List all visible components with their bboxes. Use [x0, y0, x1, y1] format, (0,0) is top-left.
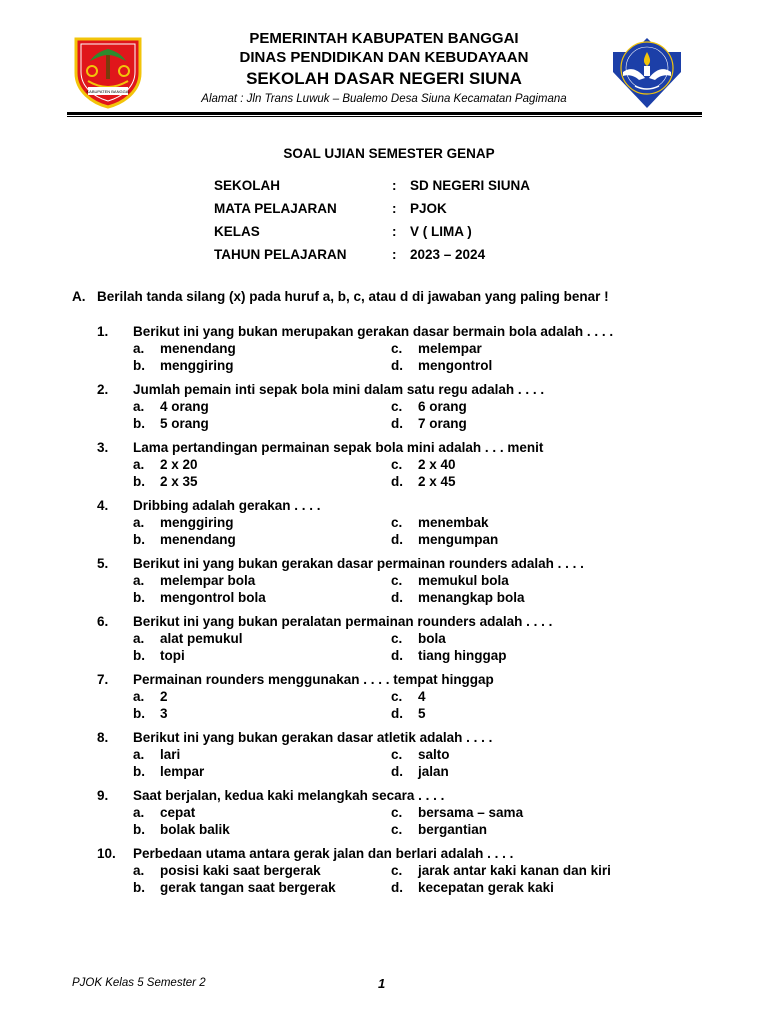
option-letter: d.: [391, 358, 403, 373]
question-text: Berikut ini yang bukan gerakan dasar permainan rounders adalah . . . .: [133, 555, 584, 571]
question-text: Berikut ini yang bukan merupakan gerakan dasar bermain bola adalah . . . .: [133, 323, 614, 339]
question-number: 7.: [97, 671, 109, 687]
option-letter: c.: [391, 822, 403, 837]
option-text: 2 x 40: [418, 457, 456, 472]
option-text: melempar bola: [160, 573, 256, 588]
exam-title: SOAL UJIAN SEMESTER GENAP: [283, 146, 495, 161]
question-text: Berikut ini yang bukan gerakan dasar atletik adalah . . . .: [133, 729, 493, 745]
option-text: mengontrol: [418, 358, 493, 373]
question-item: [97, 496, 717, 548]
option-text: 6 orang: [418, 399, 467, 414]
option-letter: d.: [391, 474, 403, 489]
question-item: [97, 786, 717, 838]
option-text: menggiring: [160, 515, 234, 530]
option-text: lempar: [160, 764, 205, 779]
emblem-ribbon-text: KABUPATEN BANGGAI: [86, 89, 130, 94]
info-label: SEKOLAH: [214, 178, 281, 193]
question-number: 2.: [97, 381, 109, 397]
option-letter: a.: [133, 399, 145, 414]
option-letter: a.: [133, 631, 145, 646]
option-letter: c.: [391, 863, 403, 878]
option-letter: a.: [133, 341, 145, 356]
question-number: 3.: [97, 439, 109, 455]
option-letter: c.: [391, 747, 403, 762]
info-row-subject: [214, 197, 530, 220]
option-letter: b.: [133, 822, 145, 837]
question-text: Perbedaan utama antara gerak jalan dan berlari adalah . . . .: [133, 845, 514, 861]
info-label: TAHUN PELAJARAN: [214, 247, 347, 262]
question-number: 9.: [97, 787, 109, 803]
question-text: Lama pertandingan permainan sepak bola mini adalah . . . menit: [133, 439, 544, 455]
info-colon: :: [392, 247, 397, 262]
option-letter: b.: [133, 416, 145, 431]
info-value: SD NEGERI SIUNA: [410, 178, 531, 193]
option-text: 3: [160, 706, 168, 721]
question-item: [97, 438, 717, 490]
option-text: gerak tangan saat bergerak: [160, 880, 336, 895]
question-text: Jumlah pemain inti sepak bola mini dalam satu regu adalah . . . .: [133, 381, 545, 397]
option-letter: c.: [391, 573, 403, 588]
question-item: [97, 322, 717, 374]
option-letter: b.: [133, 764, 145, 779]
option-letter: d.: [391, 416, 403, 431]
school-name: SEKOLAH DASAR NEGERI SIUNA: [246, 69, 522, 88]
info-colon: :: [392, 178, 397, 193]
info-row-school: [214, 174, 530, 197]
option-text: melempar: [418, 341, 482, 356]
option-text: menembak: [418, 515, 489, 530]
option-letter: d.: [391, 532, 403, 547]
question-number: 4.: [97, 497, 109, 513]
question-text: Permainan rounders menggunakan . . . . tempat hinggap: [133, 671, 494, 687]
option-text: 2 x 20: [160, 457, 198, 472]
option-letter: d.: [391, 590, 403, 605]
question-number: 1.: [97, 323, 109, 339]
option-letter: c.: [391, 399, 403, 414]
question-text: Dribbing adalah gerakan . . . .: [133, 497, 321, 513]
question-item: [97, 728, 717, 780]
option-letter: d.: [391, 706, 403, 721]
option-text: kecepatan gerak kaki: [418, 880, 554, 895]
option-letter: a.: [133, 747, 145, 762]
option-text: topi: [160, 648, 185, 663]
option-text: 5 orang: [160, 416, 209, 431]
option-text: 4: [418, 689, 426, 704]
footer-subject-label: PJOK Kelas 5 Semester 2: [72, 977, 206, 989]
info-label: KELAS: [214, 224, 260, 239]
tut-wuri-handayani-logo: [609, 36, 685, 110]
option-text: salto: [418, 747, 450, 762]
option-letter: d.: [391, 880, 403, 895]
question-item: [97, 670, 717, 722]
option-text: bolak balik: [160, 822, 230, 837]
option-letter: b.: [133, 706, 145, 721]
option-text: mengumpan: [418, 532, 499, 547]
school-address: Alamat : Jln Trans Luwuk – Bualemo Desa Siuna Kecamatan Pagimana: [201, 93, 567, 105]
option-letter: d.: [391, 648, 403, 663]
letterhead-rule-thick: [67, 112, 702, 115]
option-text: menggiring: [160, 358, 234, 373]
option-text: jalan: [418, 764, 449, 779]
option-text: 2 x 45: [418, 474, 456, 489]
option-text: 5: [418, 706, 426, 721]
info-value: V ( LIMA ): [410, 224, 472, 239]
option-text: jarak antar kaki kanan dan kiri: [418, 863, 611, 878]
info-value: PJOK: [410, 201, 447, 216]
option-letter: a.: [133, 805, 145, 820]
option-letter: b.: [133, 474, 145, 489]
option-letter: c.: [391, 631, 403, 646]
info-colon: :: [392, 224, 397, 239]
option-text: 2: [160, 689, 168, 704]
option-letter: c.: [391, 805, 403, 820]
question-text: Saat berjalan, kedua kaki melangkah secara . . . .: [133, 787, 445, 803]
option-text: bergantian: [418, 822, 488, 837]
option-text: tiang hinggap: [418, 648, 507, 663]
option-letter: b.: [133, 648, 145, 663]
option-text: 4 orang: [160, 399, 209, 414]
option-text: 7 orang: [418, 416, 467, 431]
question-number: 6.: [97, 613, 109, 629]
letterhead: [150, 30, 618, 107]
option-letter: b.: [133, 358, 145, 373]
option-letter: a.: [133, 515, 145, 530]
question-text: Berikut ini yang bukan peralatan permainan rounders adalah . . . .: [133, 613, 553, 629]
government-name: PEMERINTAH KABUPATEN BANGGAI: [249, 30, 519, 47]
option-letter: b.: [133, 532, 145, 547]
option-letter: c.: [391, 341, 403, 356]
option-text: lari: [160, 747, 181, 762]
option-letter: c.: [391, 457, 403, 472]
question-item: [97, 844, 717, 896]
question-item: [97, 554, 717, 606]
option-text: mengontrol bola: [160, 590, 266, 605]
option-letter: a.: [133, 573, 145, 588]
department-name: DINAS PENDIDIKAN DAN KEBUDAYAAN: [239, 49, 529, 66]
info-label: MATA PELAJARAN: [214, 201, 337, 216]
section-letter: A.: [72, 289, 86, 304]
option-letter: a.: [133, 457, 145, 472]
info-row-academic-year: [214, 243, 530, 266]
option-text: posisi kaki saat bergerak: [160, 863, 321, 878]
option-text: bersama – sama: [418, 805, 524, 820]
info-value: 2023 – 2024: [410, 247, 486, 262]
option-text: menangkap bola: [418, 590, 525, 605]
page-number: 1: [378, 976, 386, 991]
option-letter: d.: [391, 764, 403, 779]
kabupaten-banggai-emblem: [70, 33, 146, 109]
question-list: [97, 322, 717, 902]
letterhead-rule-thin: [67, 116, 702, 117]
question-number: 5.: [97, 555, 109, 571]
option-letter: b.: [133, 880, 145, 895]
option-text: bola: [418, 631, 446, 646]
instruction-text: Berilah tanda silang (x) pada huruf a, b, c, atau d di jawaban yang paling benar !: [97, 289, 609, 304]
option-text: memukul bola: [418, 573, 509, 588]
question-number: 10.: [97, 845, 116, 861]
option-letter: c.: [391, 689, 403, 704]
option-text: 2 x 35: [160, 474, 198, 489]
option-text: alat pemukul: [160, 631, 243, 646]
question-item: [97, 612, 717, 664]
option-text: cepat: [160, 805, 196, 820]
option-letter: a.: [133, 689, 145, 704]
option-text: menendang: [160, 341, 236, 356]
option-letter: b.: [133, 590, 145, 605]
option-letter: a.: [133, 863, 145, 878]
section-instruction: [72, 289, 609, 304]
info-colon: :: [392, 201, 397, 216]
option-letter: c.: [391, 515, 403, 530]
question-item: [97, 380, 717, 432]
option-text: menendang: [160, 532, 236, 547]
question-number: 8.: [97, 729, 109, 745]
exam-info-table: [214, 174, 530, 266]
info-row-class: [214, 220, 530, 243]
